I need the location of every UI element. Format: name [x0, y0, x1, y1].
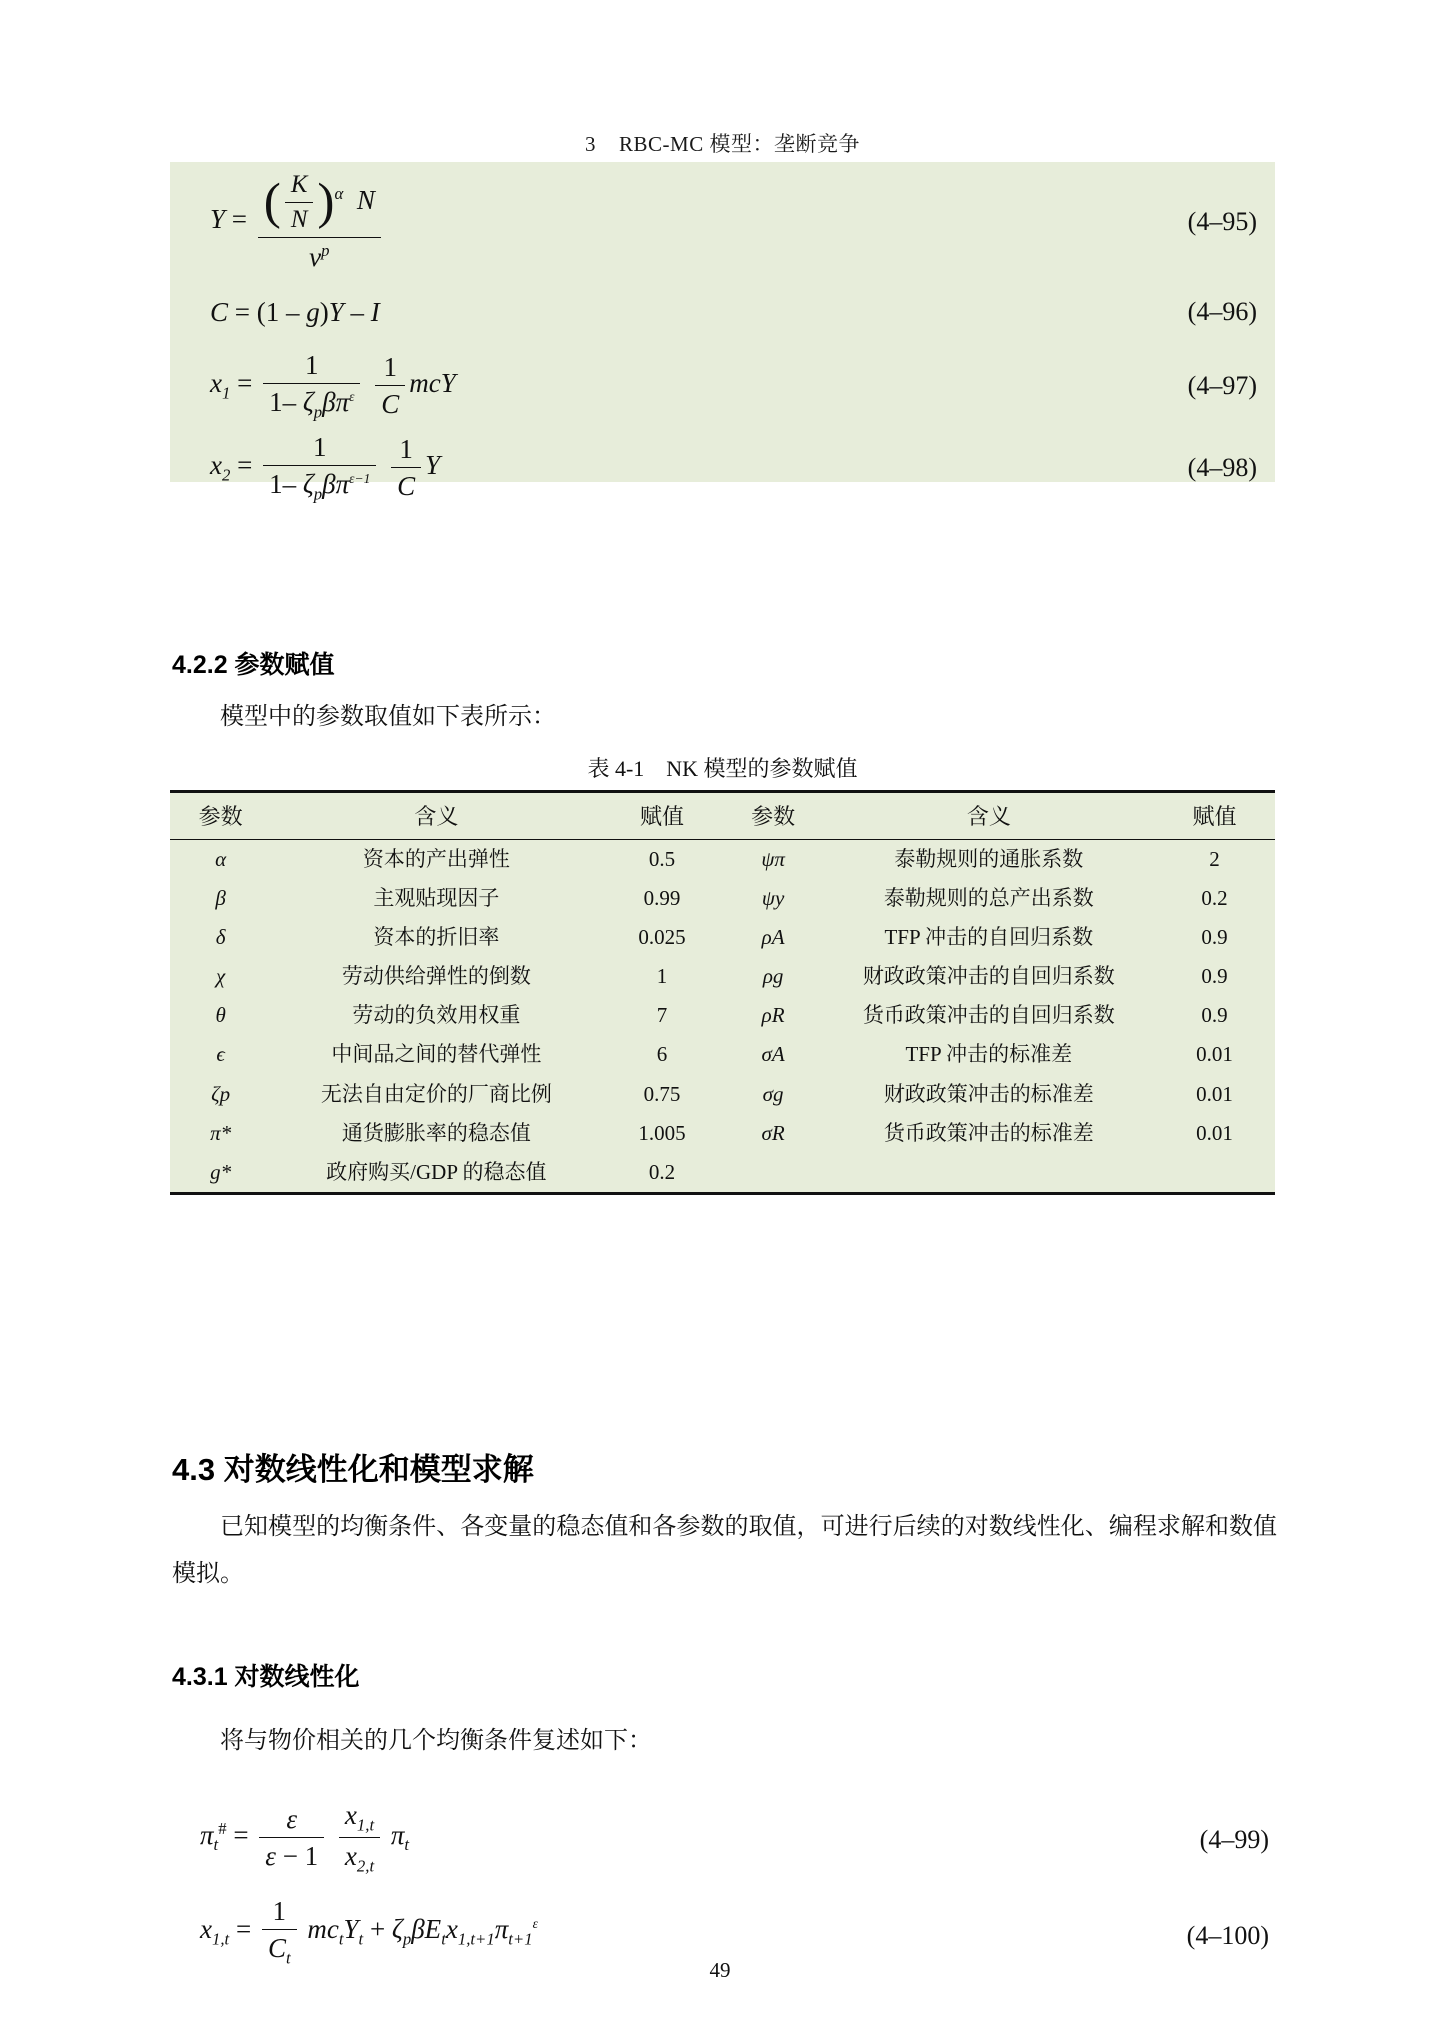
equation-row-4-95 — [170, 168, 1275, 276]
cell-param-right: ρR — [761, 1003, 785, 1028]
cell-param-right: ψπ — [761, 847, 785, 871]
col-header-meaning-left: 含义 — [271, 793, 601, 840]
equation-body-4-99: $\pi_t^{\#}$ = $\frac{\varepsilon}{\varepsilon - 1}$ $\frac{x_{1,t}}{x_{2,t}}$ $\pi_t$ — [200, 1800, 410, 1876]
cell-param-left: θ — [215, 1003, 226, 1028]
cell-param-left: χ — [216, 964, 226, 989]
cell-value-right: 0.9 — [1201, 925, 1228, 950]
running-head: 3 RBC-MC 模型：垄断竞争 — [585, 132, 860, 156]
table-row — [170, 957, 1275, 996]
cell-param-left: g* — [210, 1159, 232, 1184]
table-row — [170, 1153, 1275, 1192]
cell-value-right: 0.01 — [1196, 1081, 1233, 1106]
cell-value-right — [1154, 1153, 1275, 1192]
cell-param-left: α — [215, 847, 227, 871]
cell-param-left: π* — [210, 1120, 232, 1145]
cell-value-left: 6 — [656, 1042, 668, 1067]
table-row — [170, 1075, 1275, 1114]
heading-4-3: 4.3 对数线性化和模型求解 — [172, 1452, 534, 1487]
cell-param-right — [722, 1153, 823, 1192]
col-header-param-right: 参数 — [722, 793, 823, 840]
equation-body-4-96: C = (1 – g)Y – I — [210, 296, 380, 327]
cell-value-right: 0.9 — [1201, 964, 1228, 989]
table-row — [170, 996, 1275, 1035]
cell-meaning-right — [824, 1153, 1154, 1192]
cell-meaning-right: 货币政策冲击的自回归系数 — [862, 1003, 1115, 1028]
col-header-param-left: 参数 — [170, 793, 271, 840]
cell-meaning-left: 资本的折旧率 — [373, 925, 500, 950]
equation-number-4-99: (4–99) — [1199, 1825, 1269, 1854]
cell-param-right: ρg — [762, 964, 784, 989]
cell-param-left: δ — [215, 925, 226, 950]
equation-row-4-97 — [170, 346, 1275, 426]
cell-value-right: 0.01 — [1196, 1120, 1233, 1145]
cell-meaning-left: 劳动供给弹性的倒数 — [341, 964, 531, 989]
table-caption: 表 4-1 NK 模型的参数赋值 — [587, 756, 858, 781]
cell-value-right: 2 — [1209, 847, 1220, 871]
cell-meaning-right: 泰勒规则的通胀系数 — [894, 847, 1084, 871]
cell-meaning-left: 通货膨胀率的稳态值 — [341, 1120, 531, 1145]
heading-4-3-1: 4.3.1 对数线性化 — [172, 1663, 360, 1691]
heading-4-2-2: 4.2.2 参数赋值 — [172, 651, 335, 679]
cell-value-right: 0.9 — [1201, 1003, 1228, 1028]
cell-value-right: 0.01 — [1196, 1042, 1233, 1067]
equation-number-4-96: (4–96) — [1187, 297, 1257, 326]
parameter-table-wrap — [170, 790, 1275, 1195]
cell-param-right: σg — [762, 1081, 784, 1106]
table-row — [170, 1035, 1275, 1074]
table-row — [170, 918, 1275, 957]
cell-param-right: ψy — [761, 886, 785, 911]
equation-row-4-98 — [170, 428, 1275, 508]
cell-meaning-right: 货币政策冲击的标准差 — [883, 1120, 1094, 1145]
cell-meaning-right: TFP 冲击的标准差 — [905, 1042, 1073, 1067]
cell-value-left: 1 — [656, 964, 668, 989]
equation-body-4-100: $x_{1,t}$ = $\frac{1}{C_t}$ $mc_tY_t + \zeta_p\beta E_tx_{1,t+1}\pi_{t+1}^\varepsilon$ — [200, 1896, 538, 1968]
cell-param-right: σA — [761, 1042, 785, 1067]
cell-meaning-right: 泰勒规则的总产出系数 — [883, 886, 1094, 911]
col-header-value-left: 赋值 — [601, 793, 722, 840]
table-row — [170, 879, 1275, 918]
equation-row-4-96 — [170, 280, 1275, 344]
cell-value-left: 0.025 — [638, 925, 686, 950]
page-number: 49 — [709, 1958, 731, 1982]
equation-body-4-97: $x_1$ = $\frac{1}{1- \zeta_p\beta\pi^\varepsilon}$ $\frac{1}{C}$ mcY — [210, 350, 456, 422]
cell-meaning-left: 资本的产出弹性 — [362, 847, 510, 871]
equation-number-4-97: (4–97) — [1187, 371, 1257, 400]
equation-number-4-100: (4–100) — [1186, 1921, 1269, 1950]
cell-value-left: 7 — [656, 1003, 668, 1028]
cell-value-left: 1.005 — [638, 1120, 686, 1145]
cell-value-left: 0.75 — [643, 1081, 681, 1106]
table-row — [170, 1114, 1275, 1153]
cell-param-right: ρA — [761, 925, 785, 950]
paragraph-4-3: 已知模型的均衡条件、各变量的稳态值和各参数的取值，可进行后续的对数线性化、编程求解和数值模拟。 — [172, 1514, 1277, 1587]
cell-value-left: 0.99 — [643, 886, 681, 911]
equation-number-4-95: (4–95) — [1187, 207, 1257, 236]
cell-param-right: σR — [761, 1120, 785, 1145]
cell-value-left: 0.5 — [648, 847, 676, 871]
parameter-table — [170, 793, 1275, 1192]
cell-meaning-right: TFP 冲击的自回归系数 — [884, 925, 1094, 950]
cell-meaning-left: 中间品之间的替代弹性 — [331, 1042, 542, 1067]
col-header-meaning-right: 含义 — [824, 793, 1154, 840]
cell-meaning-left: 无法自由定价的厂商比例 — [320, 1081, 552, 1106]
cell-meaning-left: 政府购买/GDP 的稳态值 — [326, 1159, 547, 1184]
cell-value-left: 0.2 — [648, 1159, 676, 1184]
table-header-row — [170, 793, 1275, 840]
cell-param-left: β — [215, 886, 226, 911]
table-head — [170, 793, 1275, 840]
cell-meaning-left: 劳动的负效用权重 — [352, 1003, 521, 1028]
table-body — [170, 840, 1275, 1192]
equation-row-4-99 — [172, 1800, 1277, 1880]
equation-body-4-95: Y = ( $\frac{K}{N}$ )$^\alpha$ N $v^p$ — [210, 171, 385, 272]
cell-meaning-left: 主观贴现因子 — [373, 886, 500, 911]
cell-meaning-right: 财政政策冲击的标准差 — [883, 1081, 1094, 1106]
equation-body-4-98: $x_2$ = $\frac{1}{1- \zeta_p\beta\pi^{\varepsilon-1}}$ $\frac{1}{C}$ Y — [210, 432, 441, 504]
cell-param-left: ζp — [211, 1081, 231, 1106]
cell-param-left: ϵ — [216, 1042, 225, 1067]
col-header-value-right: 赋值 — [1154, 793, 1275, 840]
table-row — [170, 840, 1275, 880]
paragraph-table-intro: 模型中的参数取值如下表所示： — [220, 704, 556, 730]
equation-band-top — [170, 162, 1275, 504]
paragraph-4-3-1: 将与物价相关的几个均衡条件复述如下： — [220, 1728, 652, 1754]
cell-value-right: 0.2 — [1201, 886, 1228, 911]
cell-meaning-right: 财政政策冲击的自回归系数 — [862, 964, 1115, 989]
equation-number-4-98: (4–98) — [1187, 453, 1257, 482]
